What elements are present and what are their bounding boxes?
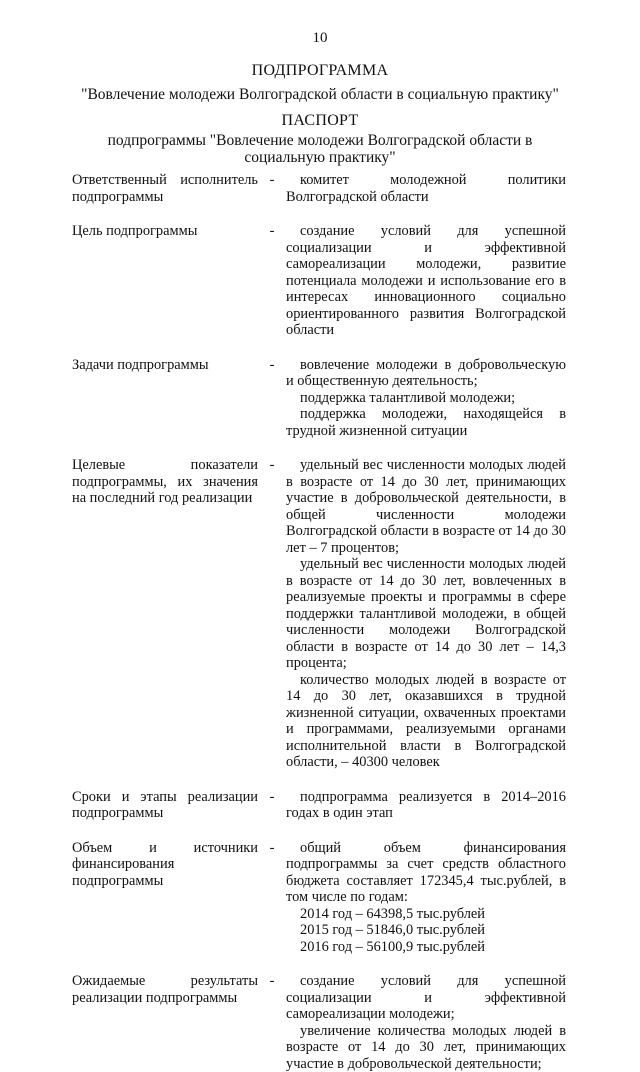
value-paragraph: количество молодых людей в возрасте от 14 до 30 лет, оказавшихся в трудной жизненной ситуации, охваченных проектами и программами, реализуемыми органами исполнительной власти в Волгоградской области, – 40300 человек [286,672,566,771]
row-terms [72,789,572,822]
row-tasks-value [286,357,566,440]
value-paragraph: создание условий для успешной социализации и эффективной самореализации молодежи, развитие потенциала молодежи и использование его в интересах инновационного социально ориентированного развития Волгоградской области [286,223,566,339]
value-paragraph: вовлечение молодежи в добровольческую и общественную деятельность; [286,357,566,390]
row-dash: - [258,223,286,339]
row-tasks-label: Задачи подпрограммы [72,357,258,440]
value-paragraph: поддержка талантливой молодежи; [286,390,566,407]
row-terms-value [286,789,566,822]
value-paragraph: увеличение количества молодых людей в возрасте от 14 до 30 лет, принимающих участие в добровольческой деятельности; [286,1023,566,1072]
page-number: 10 [0,30,640,47]
row-executor [72,172,572,205]
row-dash: - [258,457,286,771]
row-funding-label: Объем и источники финансирования подпрограммы [72,840,258,956]
program-heading: ПОДПРОГРАММА [0,62,640,80]
passport-subtitle [0,132,640,166]
passport-subtitle-line2: социальную практику" [0,149,640,166]
value-paragraph: поддержка молодежи, находящейся в трудной жизненной ситуации [286,406,566,439]
passport-table [72,172,572,1072]
row-funding [72,840,572,956]
program-title: "Вовлечение молодежи Волгоградской области в социальную практику" [0,86,640,104]
row-indicators [72,457,572,771]
row-goal [72,223,572,339]
row-indicators-value [286,457,566,771]
row-dash: - [258,840,286,956]
row-results-value [286,973,566,1072]
passport-subtitle-line1: подпрограммы "Вовлечение молодежи Волгоградской области в [0,132,640,149]
funding-year-2015: 2015 год – 51846,0 тыс.рублей [286,922,566,939]
value-paragraph: подпрограмма реализуется в 2014–2016 годах в один этап [286,789,566,822]
value-paragraph: комитет молодежной политики Волгоградской области [286,172,566,205]
row-terms-label: Сроки и этапы реализации подпрограммы [72,789,258,822]
value-paragraph: удельный вес численности молодых людей в возрасте от 14 до 30 лет, вовлеченных в реализуемые проекты и программы в сфере поддержки талантливой молодежи, в общей численности молодежи Волгоградской области в возрасте от 14 до 30 лет – 14,3 процента; [286,556,566,672]
row-goal-value [286,223,566,339]
funding-year-2016: 2016 год – 56100,9 тыс.рублей [286,939,566,956]
value-paragraph: удельный вес численности молодых людей в возрасте от 14 до 30 лет, принимающих участие в добровольческой деятельности, в общей численности молодежи Волгоградской области в возрасте от 14 до 30 лет – 7 процентов; [286,457,566,556]
value-paragraph: общий объем финансирования подпрограммы за счет средств областного бюджета составляет 172345,4 тыс.рублей, в том числе по годам: [286,840,566,906]
row-results-label: Ожидаемые результаты реализации подпрограммы [72,973,258,1072]
row-executor-label: Ответственный исполнитель подпрограммы [72,172,258,205]
row-dash: - [258,789,286,822]
row-executor-value [286,172,566,205]
row-funding-value [286,840,566,956]
row-goal-label: Цель подпрограммы [72,223,258,339]
passport-heading: ПАСПОРТ [0,112,640,130]
row-dash: - [258,357,286,440]
row-dash: - [258,172,286,205]
row-dash: - [258,973,286,1072]
row-indicators-label: Целевые показатели подпрограммы, их значения на последний год реализации [72,457,258,771]
funding-year-2014: 2014 год – 64398,5 тыс.рублей [286,906,566,923]
row-results [72,973,572,1072]
row-tasks [72,357,572,440]
value-paragraph: создание условий для успешной социализации и эффективной самореализации молодежи; [286,973,566,1023]
